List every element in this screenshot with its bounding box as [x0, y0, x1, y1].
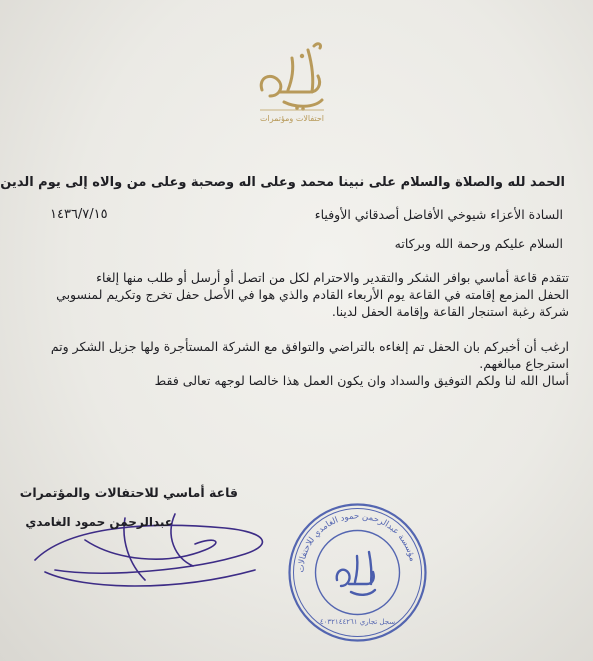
paragraph-closing: [155, 372, 569, 389]
hijri-date: ١٤٣٦/٧/١٥: [50, 207, 108, 222]
paragraph-thanks: [56, 269, 569, 320]
stamp-ring-text: مؤسسة عبدالرحمن حمود الغامدي للاحتفالات: [296, 511, 418, 573]
company-logo: [222, 28, 362, 128]
signatory-name: عبدالرحمن حمود الغامدي: [25, 515, 173, 529]
stamp-registration: سجل تجاري ٤٠٣٢١٤٤٢٦١: [319, 618, 396, 626]
paragraph-line: تتقدم قاعة أماسي بوافر الشكر والتقدير والاحترام لكل من اتصل أو أرسل أو طلب منها إلغاء: [96, 270, 569, 285]
opening-line: الحمد لله والصلاة والسلام على نبينا محمد وعلى اله وصحبة وعلى من والاه إلى يوم الدين: [0, 175, 565, 190]
paragraph-line: شركة رغبة استنجار القاعة وإقامة الحفل لدينا.: [331, 304, 569, 319]
paragraph-line: ارغب أن أخبركم بان الحفل تم إلغاءه بالتراضي والتوافق مع الشركة المستأجرة ولها جزيل الشكر وتم: [50, 339, 569, 354]
signature-organization: قاعة أماسي للاحتفالات والمؤتمرات: [19, 485, 238, 500]
calligraphy-logo-icon: [222, 28, 362, 118]
greeting-line: السلام عليكم ورحمة الله وبركاته: [394, 236, 563, 251]
paragraph-cancellation: [51, 338, 569, 372]
recipients-line: السادة الأعزاء شيوخي الأفاضل أصدقائي الأوفياء: [314, 207, 563, 222]
paragraph-line: أسال الله لنا ولكم التوفيق والسداد وان يكون العمل هذا خالصا لوجهه تعالى فقط: [154, 373, 569, 388]
paragraph-line: الحفل المزمع إقامته في القاعة يوم الأربعاء القادم والذي هوا في الأصل حفل تخرج وتكريم لمنسوبي: [56, 287, 569, 302]
paragraph-line: استرجاع مبالغهم.: [479, 356, 569, 371]
logo-subtitle: احتفالات ومؤتمرات: [259, 114, 324, 123]
official-stamp-icon: [285, 500, 430, 645]
